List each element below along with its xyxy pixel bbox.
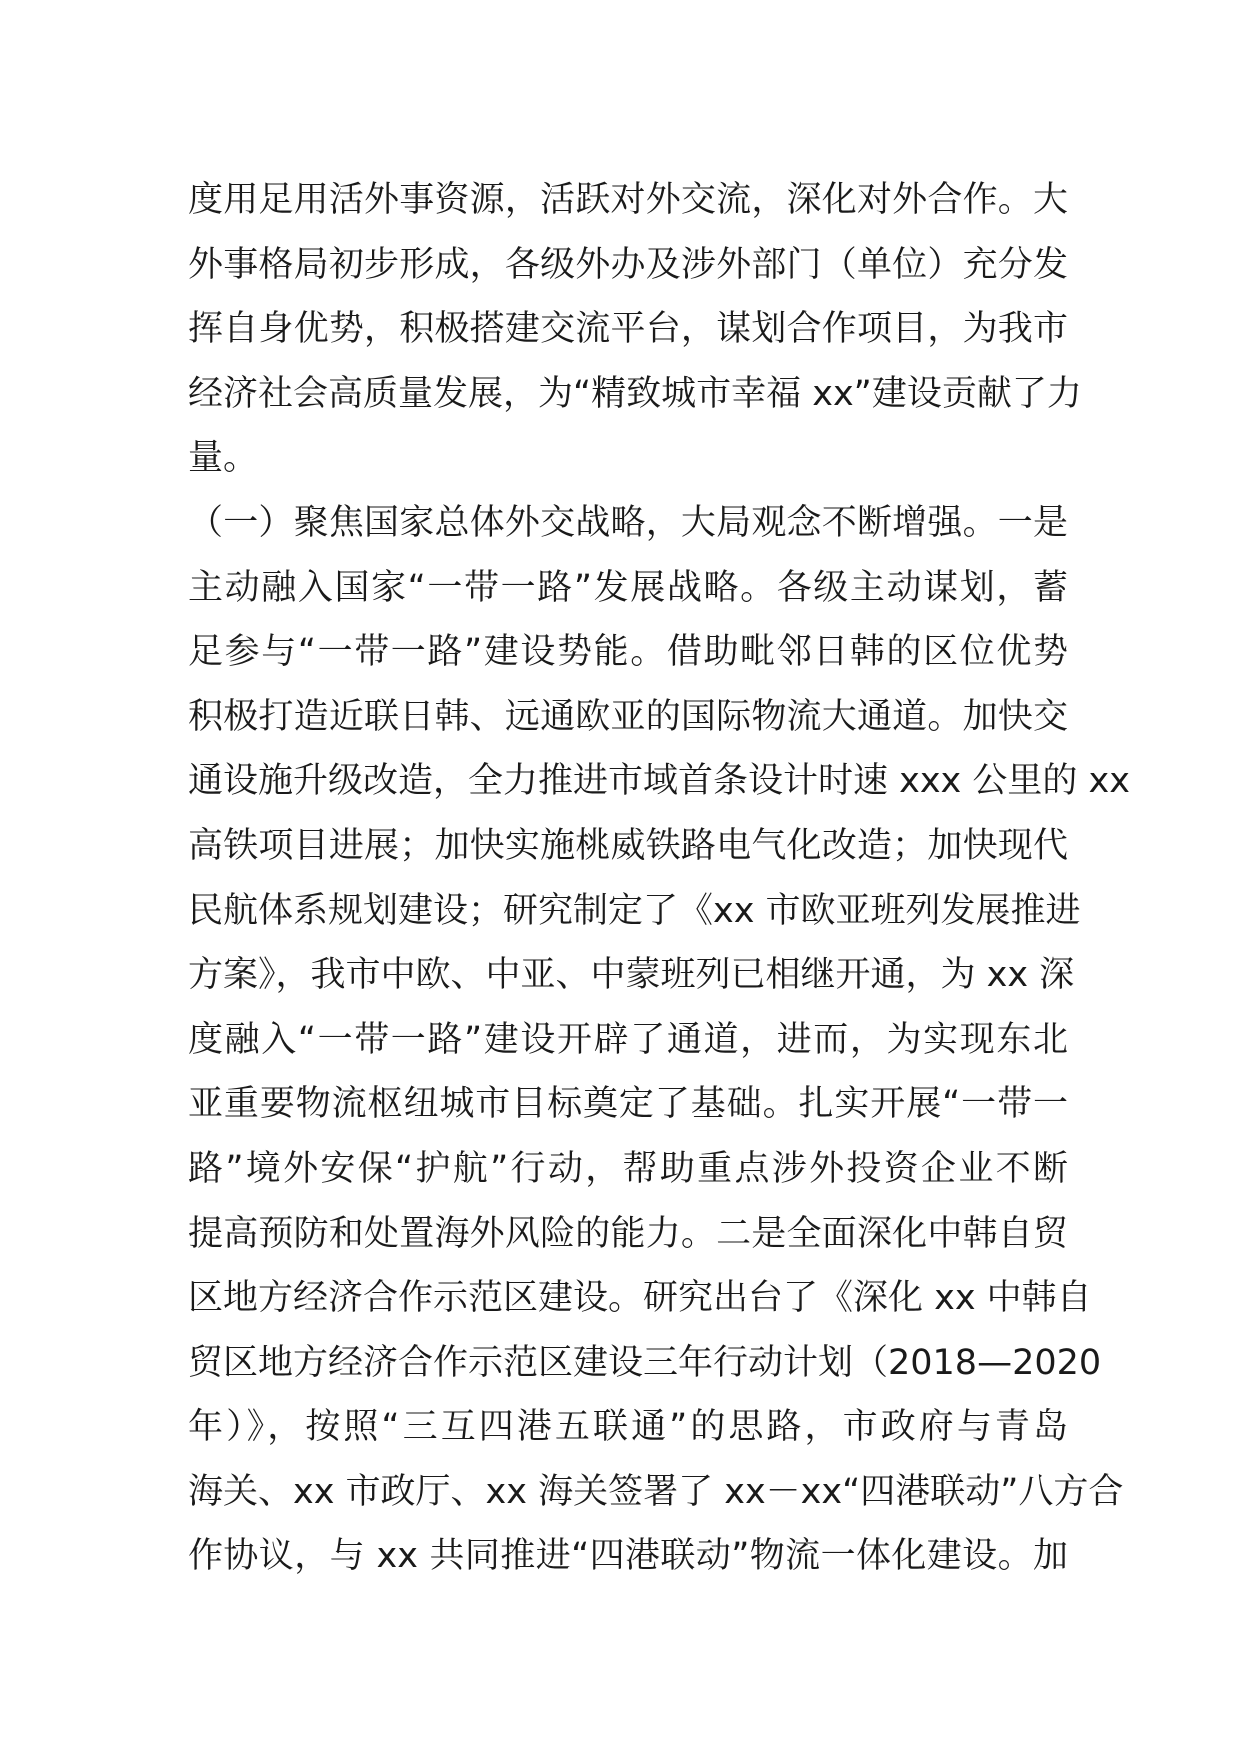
text-line: 贸区地方经济合作示范区建设三年行动计划（2018—2020: [188, 1342, 1102, 1383]
text-line: 外事格局初步形成，各级外办及涉外部门（单位）充分发: [188, 244, 1068, 285]
text-line: 量。: [188, 438, 259, 479]
text-line: 区地方经济合作示范区建设。研究出台了《深化 xx 中韩自: [188, 1278, 1092, 1319]
text-line: 路”境外安保“护航”行动，帮助重点涉外投资企业不断: [188, 1148, 1068, 1189]
text-line: 高铁项目进展；加快实施桃威铁路电气化改造；加快现代: [188, 825, 1068, 866]
text-line: 方案》，我市中欧、中亚、中蒙班列已相继开通，为 xx 深: [188, 955, 1075, 996]
text-line: 度用足用活外事资源，活跃对外交流，深化对外合作。大: [188, 180, 1068, 220]
text-line: 经济社会高质量发展，为“精致城市幸福 xx”建设贡献了力: [188, 373, 1082, 414]
text-line: 挥自身优势，积极搭建交流平台，谋划合作项目，为我市: [188, 309, 1068, 350]
text-line: 亚重要物流枢纽城市目标奠定了基础。扎实开展“一带一: [188, 1084, 1068, 1125]
text-line: 足参与“一带一路”建设势能。借助毗邻日韩的区位优势: [188, 632, 1068, 673]
text-line: 主动融入国家“一带一路”发展战略。各级主动谋划，蓄: [188, 567, 1068, 608]
section-heading-line: （一）聚焦国家总体外交战略，大局观念不断增强。一是: [188, 502, 1068, 543]
text-line: 作协议，与 xx 共同推进“四港联动”物流一体化建设。加: [188, 1536, 1068, 1577]
text-line: 积极打造近联日韩、远通欧亚的国际物流大通道。加快交: [188, 696, 1068, 737]
text-line: 民航体系规划建设；研究制定了《xx 市欧亚班列发展推进: [188, 890, 1081, 931]
text-line: 度融入“一带一路”建设开辟了通道，进而，为实现东北: [188, 1019, 1068, 1060]
body-text: [188, 168, 1130, 1589]
text-line: 提高预防和处置海外风险的能力。二是全面深化中韩自贸: [188, 1213, 1068, 1254]
text-line: 年）》，按照“三互四港五联通”的思路，市政府与青岛: [188, 1407, 1068, 1448]
text-line: 海关、xx 市政厅、xx 海关签署了 xx－xx“四港联动”八方合: [188, 1471, 1124, 1512]
text-line: 通设施升级改造，全力推进市域首条设计时速 xxx 公里的 xx: [188, 761, 1130, 802]
